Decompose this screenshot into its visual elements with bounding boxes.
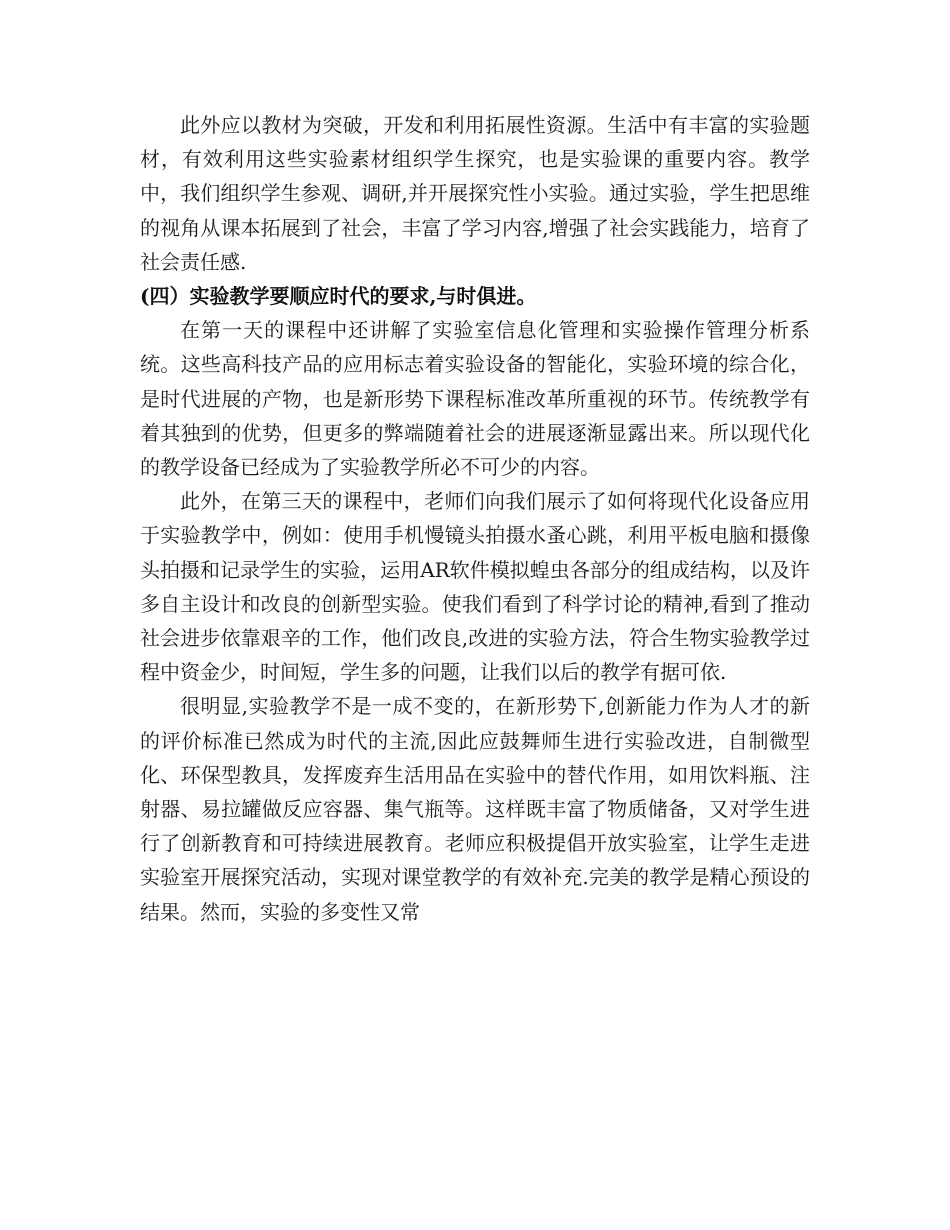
body-paragraph: 此外，在第三天的课程中，老师们向我们展示了如何将现代化设备应用于实验教学中，例如：使用手机慢镜头拍摄水蚤心跳，利用平板电脑和摄像头拍摄和记录学生的实验，运用AR软件模拟蝗虫各部分的组成结构，以及许多自主设计和改良的创新型实验。使我们看到了科学讨论的精神,看到了推动社会进步依靠艰辛的工作，他们改良,改进的实验方法，符合生物实验教学过程中资金少，时间短，学生多的问题，让我们以后的教学有据可依. — [140, 489, 810, 685]
body-paragraph: 很明显,实验教学不是一成不变的，在新形势下,创新能力作为人才的新的评价标准已然成为时代的主流,因此应鼓舞师生进行实验改进，自制微型化、环保型教具，发挥废弃生活用品在实验中的替代作用，如用饮料瓶、注射器、易拉罐做反应容器、集气瓶等。这样既丰富了物质储备，又对学生进行了创新教育和可持续进展教育。老师应积极提倡开放实验室，让学生走进实验室开展探究活动，实现对课堂教学的有效补充.完美的教学是精心预设的结果。然而，实验的多变性又常 — [140, 694, 810, 924]
body-paragraph: 在第一天的课程中还讲解了实验室信息化管理和实验操作管理分析系统。这些高科技产品的应用标志着实验设备的智能化，实验环境的综合化，是时代进展的产物，也是新形势下课程标准改革所重视的环节。传统教学有着其独到的优势，但更多的弊端随着社会的进展逐渐显露出来。所以现代化的教学设备已经成为了实验教学所必不可少的内容。 — [140, 318, 810, 480]
body-paragraph: 此外应以教材为突破，开发和利用拓展性资源。生活中有丰富的实验题材，有效利用这些实验素材组织学生探究，也是实验课的重要内容。教学中，我们组织学生参观、调研,并开展探究性小实验。通过实验，学生把思维的视角从课本拓展到了社会，丰富了学习内容,增强了社会实践能力，培育了社会责任感. — [140, 113, 810, 274]
section-heading: (四）实验教学要顺应时代的要求,与时俱进。 — [140, 284, 537, 309]
document-page — [140, 108, 810, 929]
